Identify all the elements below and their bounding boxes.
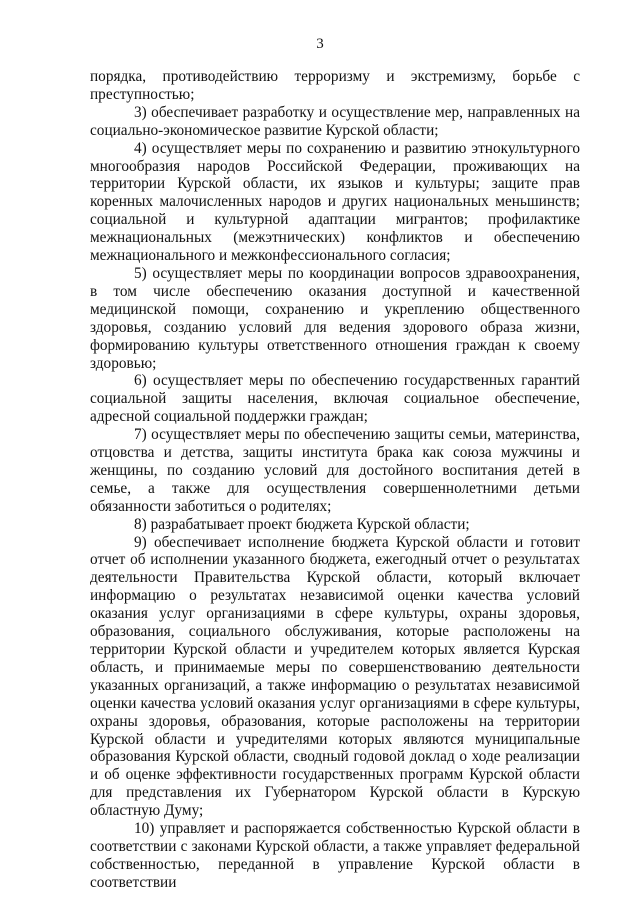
paragraph-item-7: 7) осуществляет меры по обеспечению защиты семьи, материнства, отцовства и детства, защиты института брака как союза мужчины и женщины, по созданию условий для достойного воспитания детей в семье, а также для осуществления совершеннолетними детьми обязанности заботиться о родителях; bbox=[90, 426, 580, 515]
paragraph-item-3: 3) обеспечивает разработку и осуществление мер, направленных на социально-экономическое развитие Курской области; bbox=[90, 103, 580, 139]
page-number: 3 bbox=[316, 36, 324, 52]
paragraph-item-10: 10) управляет и распоряжается собственностью Курской области в соответствии с законами Курской области, а также управляет федеральной собственностью, переданной в управление Курской области в соответствии bbox=[90, 820, 580, 891]
paragraph-item-8: 8) разрабатывает проект бюджета Курской области; bbox=[134, 515, 470, 533]
paragraph-item-6: 6) осуществляет меры по обеспечению государственных гарантий социальной защиты населения, включая социальное обеспечение, адресной социальной поддержки граждан; bbox=[90, 372, 580, 426]
document-body bbox=[90, 68, 580, 892]
paragraph-item-9: 9) обеспечивает исполнение бюджета Курской области и готовит отчет об исполнении указанного бюджета, ежегодный отчет о результатах деятельности Правительства Курской области, который включает информацию о результатах независимой оценки качества условий оказания услуг организациями в сфере культуры, охраны здоровья, образования, социального обслуживания, которые расположены на территории Курской области и учредителем которых является Курская область, и принимаемые меры по совершенствованию деятельности указанных организаций, а также информацию о результатах независимой оценки качества условий оказания услуг организациями в сфере культуры, охраны здоровья, образования, которые расположены на территории Курской области и учредителями которых являются муниципальные образования Курской области, сводный годовой доклад о ходе реализации и об оценке эффективности государственных программ Курской области для представления их Губернатором Курской области в Курскую областную Думу; bbox=[90, 533, 580, 820]
paragraph-item-5: 5) осуществляет меры по координации вопросов здравоохранения, в том числе обеспечению оказания доступной и качественной медицинской помощи, сохранению и укреплению общественного здоровья, созданию условий для ведения здорового образа жизни, формированию культуры ответственного отношения граждан к своему здоровью; bbox=[90, 264, 580, 372]
paragraph-continuation: порядка, противодействию терроризму и экстремизму, борьбе с преступностью; bbox=[90, 68, 580, 103]
paragraph-item-4: 4) осуществляет меры по сохранению и развитию этнокультурного многообразия народов Российской Федерации, проживающих на территории Курской области, их языков и культуры; защите прав коренных малочисленных народов и других национальных меньшинств; социальной и культурной адаптации мигрантов; профилактике межнациональных (межэтнических) конфликтов и обеспечению межнационального и межконфессионального согласия; bbox=[90, 139, 580, 265]
